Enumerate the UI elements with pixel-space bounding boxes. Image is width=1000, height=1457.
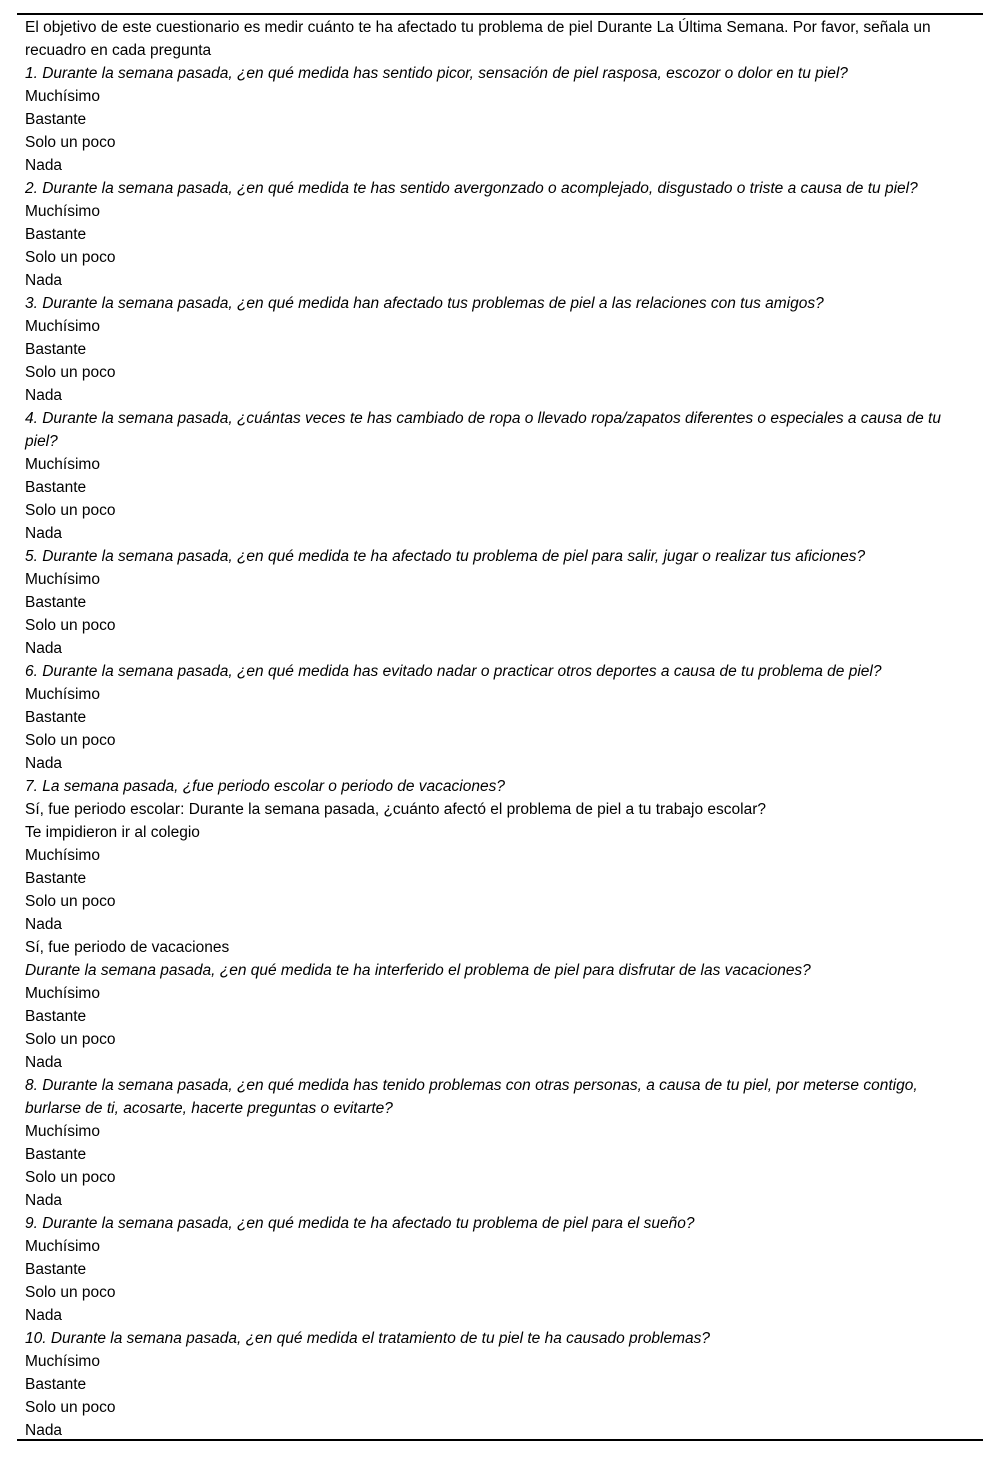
q4-option-muchisimo[interactable]: Muchísimo [25,456,100,473]
q8-option-muchisimo[interactable]: Muchísimo [25,1123,100,1140]
q9-option-nada[interactable]: Nada [25,1307,63,1324]
q4-option-bastante[interactable]: Bastante [25,479,87,496]
q7-school-option-bastante[interactable]: Bastante [25,870,87,887]
bottom-divider [17,1439,983,1441]
q7-vacation-option-bastante[interactable]: Bastante [25,1008,87,1025]
q7-school-option-impidieron-colegio[interactable]: Te impidieron ir al colegio [25,824,200,841]
q7-vacation-option-muchisimo[interactable]: Muchísimo [25,985,100,1002]
q6-option-bastante[interactable]: Bastante [25,709,87,726]
q2-option-muchisimo[interactable]: Muchísimo [25,203,100,220]
q8-option-bastante[interactable]: Bastante [25,1146,87,1163]
q10-option-muchisimo[interactable]: Muchísimo [25,1353,100,1370]
intro-text: El objetivo de este cuestionario es medir cuánto te ha afectado tu problema de piel Durante La Última Semana. Por favor, señala un recuadro en cada pregunta [25,19,931,59]
question-6-text: 6. Durante la semana pasada, ¿en qué medida has evitado nadar o practicar otros deportes a causa de tu problema de piel? [25,663,882,680]
q9-option-solo-un-poco[interactable]: Solo un poco [25,1284,116,1301]
q7-school-option-muchisimo[interactable]: Muchísimo [25,847,100,864]
q4-option-solo-un-poco[interactable]: Solo un poco [25,502,116,519]
q2-option-bastante[interactable]: Bastante [25,226,87,243]
q4-option-nada[interactable]: Nada [25,525,63,542]
q5-option-bastante[interactable]: Bastante [25,594,87,611]
questionnaire-content [25,16,973,1442]
q5-option-muchisimo[interactable]: Muchísimo [25,571,100,588]
q7-school-branch-label: Sí, fue periodo escolar: Durante la semana pasada, ¿cuánto afectó el problema de piel a tu trabajo escolar? [25,801,767,818]
q3-option-nada[interactable]: Nada [25,387,63,404]
question-5-text: 5. Durante la semana pasada, ¿en qué medida te ha afectado tu problema de piel para salir, jugar o realizar tus aficiones? [25,548,866,565]
q9-option-muchisimo[interactable]: Muchísimo [25,1238,100,1255]
q10-option-solo-un-poco[interactable]: Solo un poco [25,1399,116,1416]
q2-option-nada[interactable]: Nada [25,272,63,289]
question-9-text: 9. Durante la semana pasada, ¿en qué medida te ha afectado tu problema de piel para el sueño? [25,1215,695,1232]
question-2-text: 2. Durante la semana pasada, ¿en qué medida te has sentido avergonzado o acomplejado, disgustado o triste a causa de tu piel? [25,180,918,197]
q3-option-muchisimo[interactable]: Muchísimo [25,318,100,335]
q8-option-solo-un-poco[interactable]: Solo un poco [25,1169,116,1186]
q7-school-option-solo-un-poco[interactable]: Solo un poco [25,893,116,910]
q1-option-nada[interactable]: Nada [25,157,63,174]
q2-option-solo-un-poco[interactable]: Solo un poco [25,249,116,266]
question-7-text: 7. La semana pasada, ¿fue periodo escolar o periodo de vacaciones? [25,778,505,795]
top-divider [17,13,983,15]
q7-vacation-option-nada[interactable]: Nada [25,1054,63,1071]
q10-option-bastante[interactable]: Bastante [25,1376,87,1393]
q3-option-solo-un-poco[interactable]: Solo un poco [25,364,116,381]
q10-option-nada[interactable]: Nada [25,1422,63,1439]
q6-option-solo-un-poco[interactable]: Solo un poco [25,732,116,749]
q5-option-solo-un-poco[interactable]: Solo un poco [25,617,116,634]
q8-option-nada[interactable]: Nada [25,1192,63,1209]
question-4-text: 4. Durante la semana pasada, ¿cuántas veces te has cambiado de ropa o llevado ropa/zapatos diferentes o especiales a causa de tu piel? [25,410,941,450]
q7-vacation-branch-label[interactable]: Sí, fue periodo de vacaciones [25,939,230,956]
q9-option-bastante[interactable]: Bastante [25,1261,87,1278]
q6-option-muchisimo[interactable]: Muchísimo [25,686,100,703]
question-3-text: 3. Durante la semana pasada, ¿en qué medida han afectado tus problemas de piel a las relaciones con tus amigos? [25,295,824,312]
q3-option-bastante[interactable]: Bastante [25,341,87,358]
q1-option-muchisimo[interactable]: Muchísimo [25,88,100,105]
q1-option-solo-un-poco[interactable]: Solo un poco [25,134,116,151]
q1-option-bastante[interactable]: Bastante [25,111,87,128]
question-8-text: 8. Durante la semana pasada, ¿en qué medida has tenido problemas con otras personas, a causa de tu piel, por meterse contigo, burlarse de ti, acosarte, hacerte preguntas o evitarte? [25,1077,918,1117]
question-10-text: 10. Durante la semana pasada, ¿en qué medida el tratamiento de tu piel te ha causado problemas? [25,1330,711,1347]
q7-vacation-question-text: Durante la semana pasada, ¿en qué medida te ha interferido el problema de piel para disfrutar de las vacaciones? [25,962,811,979]
q6-option-nada[interactable]: Nada [25,755,63,772]
question-1-text: 1. Durante la semana pasada, ¿en qué medida has sentido picor, sensación de piel rasposa, escozor o dolor en tu piel? [25,65,848,82]
q7-vacation-option-solo-un-poco[interactable]: Solo un poco [25,1031,116,1048]
q5-option-nada[interactable]: Nada [25,640,63,657]
q7-school-option-nada[interactable]: Nada [25,916,63,933]
